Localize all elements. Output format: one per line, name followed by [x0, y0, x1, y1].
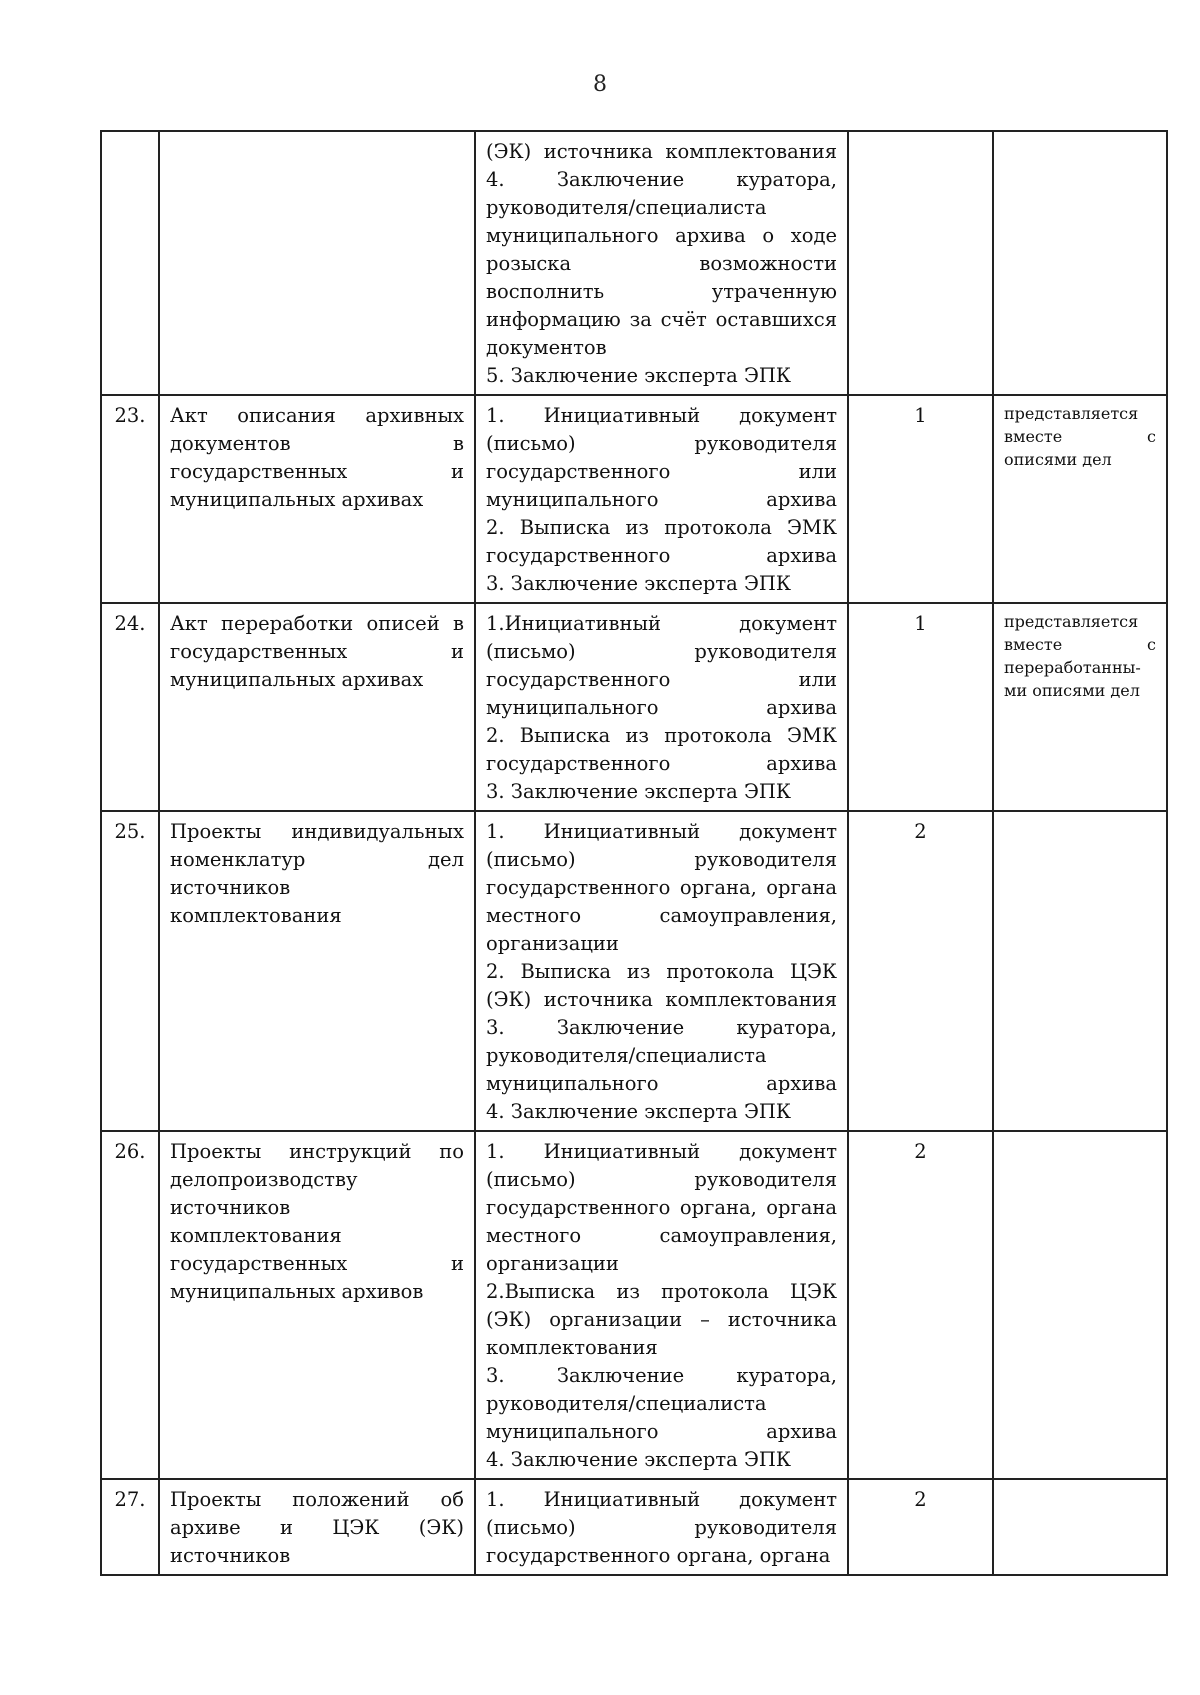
required-document-line: (письмо) руководителя: [486, 640, 837, 663]
required-document-line: государственного или: [486, 668, 837, 691]
required-document-line: (ЭК) организации – источника: [486, 1308, 837, 1331]
required-document-line: (ЭК) источника комплектования: [486, 140, 837, 163]
copies-count-cell: [848, 1479, 993, 1575]
document-type-cell: [159, 811, 475, 1131]
document-type-line: номенклатур дел: [170, 848, 464, 871]
table-row: [101, 603, 1167, 811]
copies-count-cell: [848, 1131, 993, 1479]
row-number-cell: [101, 395, 159, 603]
document-type-line: Проекты инструкций по: [170, 1140, 464, 1163]
note-cell: [993, 395, 1167, 603]
copies-count-cell: [848, 603, 993, 811]
required-document-line: 4. Заключение куратора,: [486, 168, 837, 191]
required-document-line: государственного архива: [486, 544, 837, 567]
note-line: описями дел: [1004, 450, 1112, 469]
required-documents-cell: [475, 395, 848, 603]
required-document-line: государственного архива: [486, 752, 837, 775]
required-document-line: 2. Выписка из протокола ЭМК: [486, 724, 837, 747]
required-documents-cell: [475, 603, 848, 811]
required-document-line: государственного или: [486, 460, 837, 483]
required-document-line: муниципального архива: [486, 1420, 837, 1443]
required-document-line: (письмо) руководителя: [486, 1168, 837, 1191]
required-document-line: 1. Инициативный документ: [486, 1140, 837, 1163]
required-document-line: информацию за счёт оставшихся: [486, 308, 837, 331]
required-document-line: документов: [486, 336, 607, 359]
required-document-line: восполнить утраченную: [486, 280, 837, 303]
table-row: [101, 811, 1167, 1131]
document-type-cell: [159, 603, 475, 811]
document-type-line: муниципальных архивах: [170, 488, 424, 511]
required-document-line: государственного органа, органа: [486, 876, 837, 899]
required-document-line: организации: [486, 1252, 619, 1275]
row-number: 23.: [114, 404, 146, 427]
note-cell: [993, 1479, 1167, 1575]
note-line: представляется: [1004, 404, 1139, 423]
required-document-line: 2.Выписка из протокола ЦЭК: [486, 1280, 837, 1303]
note-cell: [993, 811, 1167, 1131]
required-document-line: организации: [486, 932, 619, 955]
row-number-cell: [101, 131, 159, 395]
note-line: вместе с: [1004, 427, 1156, 446]
row-number: 24.: [114, 612, 146, 635]
row-number: 27.: [114, 1488, 146, 1511]
required-document-line: руководителя/специалиста: [486, 1392, 767, 1415]
note-line: ми описями дел: [1004, 681, 1140, 700]
required-document-line: муниципального архива: [486, 1072, 837, 1095]
required-document-line: 3. Заключение эксперта ЭПК: [486, 780, 791, 803]
table-row: [101, 1131, 1167, 1479]
copies-count-cell: [848, 811, 993, 1131]
document-type-line: источников: [170, 876, 291, 899]
document-type-line: комплектования: [170, 1224, 342, 1247]
required-document-line: 3. Заключение эксперта ЭПК: [486, 572, 791, 595]
row-number: 26.: [114, 1140, 146, 1163]
required-document-line: 2. Выписка из протокола ЭМК: [486, 516, 837, 539]
required-document-line: муниципального архива о ходе: [486, 224, 837, 247]
required-document-line: 3. Заключение куратора,: [486, 1364, 837, 1387]
copies-count-cell: [848, 131, 993, 395]
document-type-line: муниципальных архивов: [170, 1280, 424, 1303]
note-line: вместе с: [1004, 635, 1156, 654]
document-type-cell: [159, 131, 475, 395]
row-number: 25.: [114, 820, 146, 843]
row-number-cell: [101, 603, 159, 811]
document-type-line: муниципальных архивах: [170, 668, 424, 691]
required-document-line: 1. Инициативный документ: [486, 820, 837, 843]
note-line: переработанны-: [1004, 658, 1141, 677]
copies-count-cell: [848, 395, 993, 603]
required-document-line: (письмо) руководителя: [486, 432, 837, 455]
required-document-line: 3. Заключение куратора,: [486, 1016, 837, 1039]
row-number-cell: [101, 1131, 159, 1479]
required-document-line: 1. Инициативный документ: [486, 1488, 837, 1511]
document-type-line: комплектования: [170, 904, 342, 927]
required-document-line: (письмо) руководителя: [486, 1516, 837, 1539]
required-document-line: муниципального архива: [486, 696, 837, 719]
document-type-cell: [159, 1479, 475, 1575]
document-type-line: Проекты индивидуальных: [170, 820, 464, 843]
row-number-cell: [101, 1479, 159, 1575]
document-type-line: Акт переработки описей в: [170, 612, 464, 635]
document-type-line: документов в: [170, 432, 464, 455]
documents-table: [100, 130, 1168, 1576]
table-row: [101, 1479, 1167, 1575]
required-document-line: руководителя/специалиста: [486, 1044, 767, 1067]
table-row: [101, 131, 1167, 395]
required-document-line: государственного органа, органа: [486, 1544, 831, 1567]
note-cell: [993, 603, 1167, 811]
required-document-line: розыска возможности: [486, 252, 837, 275]
document-type-cell: [159, 395, 475, 603]
required-document-line: 4. Заключение эксперта ЭПК: [486, 1100, 791, 1123]
required-document-line: комплектования: [486, 1336, 658, 1359]
table-row: [101, 395, 1167, 603]
document-type-line: государственных и: [170, 1252, 464, 1275]
copies-count: 2: [914, 1140, 927, 1163]
required-document-line: 2. Выписка из протокола ЦЭК: [486, 960, 837, 983]
required-document-line: местного самоуправления,: [486, 904, 837, 927]
required-documents-cell: [475, 1131, 848, 1479]
required-document-line: 5. Заключение эксперта ЭПК: [486, 364, 791, 387]
document-type-line: архиве и ЦЭК (ЭК): [170, 1516, 464, 1539]
document-type-cell: [159, 1131, 475, 1479]
copies-count: 2: [914, 1488, 927, 1511]
required-document-line: 1.Инициативный документ: [486, 612, 837, 635]
document-type-line: Акт описания архивных: [170, 404, 464, 427]
required-document-line: руководителя/специалиста: [486, 196, 767, 219]
table-body: [101, 131, 1167, 1575]
required-document-line: муниципального архива: [486, 488, 837, 511]
required-document-line: (ЭК) источника комплектования: [486, 988, 837, 1011]
required-document-line: (письмо) руководителя: [486, 848, 837, 871]
required-documents-cell: [475, 1479, 848, 1575]
note-cell: [993, 1131, 1167, 1479]
required-documents-cell: [475, 131, 848, 395]
row-number-cell: [101, 811, 159, 1131]
document-type-line: государственных и: [170, 460, 464, 483]
copies-count: 2: [914, 820, 927, 843]
copies-count: 1: [914, 612, 927, 635]
note-cell: [993, 131, 1167, 395]
document-type-line: делопроизводству: [170, 1168, 358, 1191]
page-number: 8: [593, 72, 607, 97]
required-document-line: 1. Инициативный документ: [486, 404, 837, 427]
required-document-line: местного самоуправления,: [486, 1224, 837, 1247]
copies-count: 1: [914, 404, 927, 427]
required-document-line: государственного органа, органа: [486, 1196, 837, 1219]
required-documents-cell: [475, 811, 848, 1131]
document-type-line: источников: [170, 1544, 291, 1567]
document-type-line: Проекты положений об: [170, 1488, 464, 1511]
document-type-line: источников: [170, 1196, 291, 1219]
required-document-line: 4. Заключение эксперта ЭПК: [486, 1448, 791, 1471]
document-type-line: государственных и: [170, 640, 464, 663]
note-line: представляется: [1004, 612, 1139, 631]
